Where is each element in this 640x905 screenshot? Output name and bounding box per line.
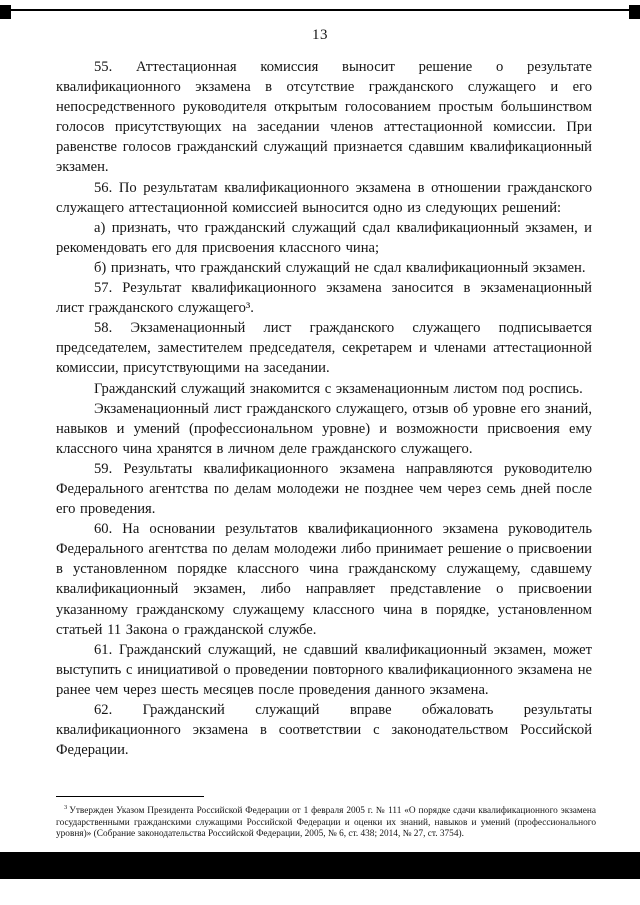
paragraph-58-3: Экзаменационный лист гражданского служащего, отзыв об уровне его знаний, навыков и умений (профессиональном уровне) и возможности присвоения ему классного чина хранятся в личном деле гражданского служащего.	[56, 400, 592, 457]
paragraph-57: 57. Результат квалификационного экзамена заносится в экзаменационный лист гражданского служащего³.	[56, 280, 592, 317]
page-number: 13	[312, 27, 328, 43]
scan-corner-left	[0, 5, 11, 19]
paragraph-55: 55. Аттестационная комиссия выносит решение о результате квалификационного экзамена в отсутствие гражданского служащего и его непосредственного руководителя открытым голосованием простым большинством голосов присутствующих на заседании членов аттестационной комиссии. При равенстве голосов гражданский служащий признается сдавшим квалификационный экзамен.	[56, 59, 592, 176]
scan-border-top-line	[6, 9, 634, 11]
footnote-text: Утвержден Указом Президента Российской Федерации от 1 февраля 2005 г. № 111 «О порядке сдачи квалификационного экзамена государственными гражданскими служащими Российской Федерации и оценки их знаний, навыков и умений (профессионального уровня)» (Собрание законодательства Российской Федерации, 2005, № 6, ст. 438; 2014, № 27, ст. 3754).	[56, 806, 596, 840]
paragraph-59: 59. Результаты квалификационного экзамена направляются руководителю Федерального агентства по делам молодежи не позднее чем через семь дней после его проведения.	[56, 460, 592, 518]
paragraph-56b: б) признать, что гражданский служащий не сдал квалификационный экзамен.	[94, 259, 586, 276]
paragraph-56a: а) признать, что гражданский служащий сдал квалификационный экзамен, и рекомендовать его для присвоения классного чина;	[56, 219, 592, 256]
footnote-area	[56, 796, 596, 841]
document-body	[56, 57, 592, 760]
footnote-marker: 3	[64, 804, 68, 811]
scan-corner-right	[629, 5, 640, 19]
footnote-rule	[56, 796, 204, 797]
paragraph-61: 61. Гражданский служащий, не сдавший квалификационный экзамен, может выступить с инициативой о проведении повторного квалификационного экзамена не ранее чем через шесть месяцев после проведения данного экзамена.	[56, 641, 592, 698]
scan-border-bottom	[0, 852, 640, 879]
paragraph-56: 56. По результатам квалификационного экзамена в отношении гражданского служащего аттестационной комиссией выносится одно из следующих решений:	[56, 179, 592, 216]
paragraph-62: 62. Гражданский служащий вправе обжаловать результаты квалификационного экзамена в соответствии с законодательством Российской Федерации.	[56, 702, 592, 759]
paragraph-58-2: Гражданский служащий знакомится с экзаменационным листом под роспись.	[94, 380, 583, 397]
paragraph-58: 58. Экзаменационный лист гражданского служащего подписывается председателем, заместителем председателя, секретарем и членами аттестационной комиссии, присутствующими на заседании.	[56, 320, 592, 377]
paragraph-60: 60. На основании результатов квалификационного экзамена руководитель Федерального агентства по делам молодежи либо принимает решение о присвоении в установленном порядке классного чина гражданскому служащему, сдавшему квалификационный экзамен, либо направляет представление о присвоении указанному гражданскому служащему классного чина в порядке, установленном статьей 11 Закона о гражданской службе.	[56, 521, 592, 638]
scan-border-top	[0, 5, 640, 21]
footnote	[56, 802, 596, 841]
